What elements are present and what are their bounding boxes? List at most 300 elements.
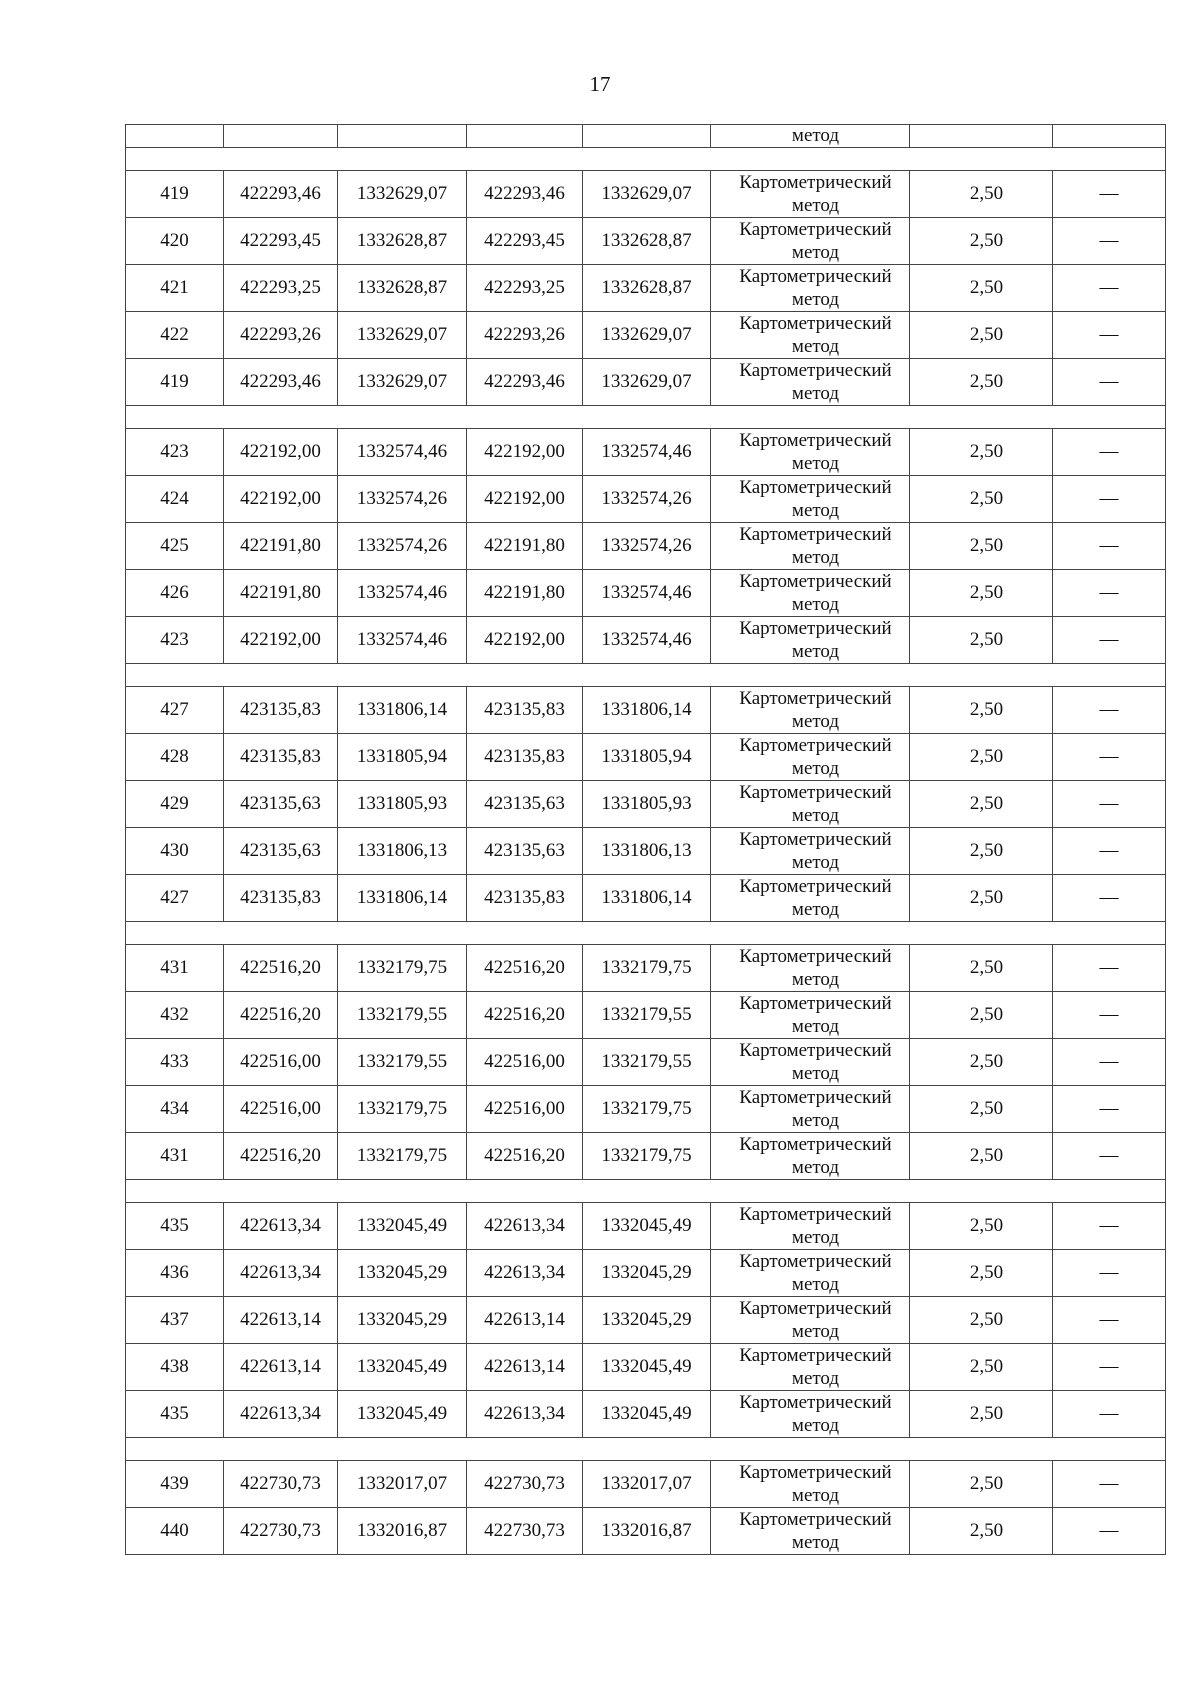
method-cell (711, 1039, 910, 1086)
point-number-cell: 430 (126, 828, 224, 875)
method-cell (711, 171, 910, 218)
table-row (126, 476, 1166, 523)
page-number: 17 (589, 72, 611, 96)
accuracy-cell: 2,50 (910, 1086, 1053, 1133)
y-existing-cell: 1332179,75 (338, 1133, 467, 1180)
point-number-cell: 419 (126, 359, 224, 406)
description-cell: — (1053, 171, 1166, 218)
method-line: метод (791, 1063, 840, 1084)
point-number-cell: 423 (126, 617, 224, 664)
x-new-cell: 422516,20 (467, 1133, 583, 1180)
x-new-cell: 423135,63 (467, 781, 583, 828)
method-line: метод (791, 195, 840, 216)
x-new-cell: 422293,25 (467, 265, 583, 312)
y-new-cell: 1332574,46 (583, 570, 711, 617)
point-number-cell: 431 (126, 945, 224, 992)
x-new-cell: 422293,26 (467, 312, 583, 359)
table-row (126, 1203, 1166, 1250)
table-row (126, 312, 1166, 359)
table-row (126, 781, 1166, 828)
method-line: метод (791, 1368, 840, 1389)
table-row (126, 1297, 1166, 1344)
point-number-cell: 439 (126, 1461, 224, 1508)
x-existing-cell: 423135,63 (224, 828, 338, 875)
description-cell: — (1053, 734, 1166, 781)
accuracy-cell: 2,50 (910, 734, 1053, 781)
accuracy-cell: 2,50 (910, 359, 1053, 406)
method-cell (711, 1297, 910, 1344)
point-number-cell: 419 (126, 171, 224, 218)
method-line: метод (791, 1485, 840, 1506)
x-new-cell: 422192,00 (467, 429, 583, 476)
accuracy-cell: 2,50 (910, 992, 1053, 1039)
method-line: Картометрический (739, 219, 892, 240)
method-line: Картометрический (739, 1392, 892, 1413)
method-line: метод (791, 899, 840, 920)
y-new-cell: 1332179,75 (583, 945, 711, 992)
accuracy-cell: 2,50 (910, 875, 1053, 922)
y-existing-cell: 1332629,07 (338, 171, 467, 218)
y-new-cell: 1332179,75 (583, 1086, 711, 1133)
y-new-cell: 1332179,55 (583, 992, 711, 1039)
y-new-cell: 1332574,46 (583, 429, 711, 476)
x-existing-cell: 422293,46 (224, 359, 338, 406)
x-existing-cell: 422516,20 (224, 1133, 338, 1180)
x-new-cell: 422516,20 (467, 945, 583, 992)
description-cell: — (1053, 312, 1166, 359)
y-new-cell: 1332045,49 (583, 1391, 711, 1438)
y-new-cell: 1332045,49 (583, 1203, 711, 1250)
x-existing-cell: 422516,20 (224, 992, 338, 1039)
method-cell (711, 1391, 910, 1438)
method-line: Картометрический (739, 360, 892, 381)
method-line: метод (791, 1321, 840, 1342)
x-existing-cell: 422730,73 (224, 1508, 338, 1555)
y-existing-cell: 1332629,07 (338, 312, 467, 359)
description-cell: — (1053, 359, 1166, 406)
point-number-cell: 421 (126, 265, 224, 312)
y-new-cell: 1331806,14 (583, 875, 711, 922)
method-cell (711, 570, 910, 617)
y-new-cell: 1332574,26 (583, 476, 711, 523)
x-existing-cell: 422293,25 (224, 265, 338, 312)
method-cell (711, 265, 910, 312)
point-number-cell: 436 (126, 1250, 224, 1297)
point-number-cell: 435 (126, 1391, 224, 1438)
method-line: Картометрический (739, 266, 892, 287)
accuracy-cell: 2,50 (910, 218, 1053, 265)
accuracy-cell: 2,50 (910, 429, 1053, 476)
method-cell (711, 1133, 910, 1180)
method-line: Картометрический (739, 1040, 892, 1061)
method-cell (711, 1344, 910, 1391)
method-line: метод (791, 383, 840, 404)
point-number-cell: 429 (126, 781, 224, 828)
description-cell: — (1053, 523, 1166, 570)
description-cell: — (1053, 218, 1166, 265)
table-row (126, 359, 1166, 406)
accuracy-cell: 2,50 (910, 781, 1053, 828)
method-line: Картометрический (739, 829, 892, 850)
accuracy-cell: 2,50 (910, 687, 1053, 734)
x-existing-cell: 422192,00 (224, 476, 338, 523)
x-new-cell: 422192,00 (467, 476, 583, 523)
x-new-cell: 422293,45 (467, 218, 583, 265)
method-cell (711, 875, 910, 922)
y-new-cell: 1332629,07 (583, 171, 711, 218)
y-existing-cell: 1332574,46 (338, 570, 467, 617)
x-existing-cell: 423135,83 (224, 687, 338, 734)
x-new-cell: 422191,80 (467, 570, 583, 617)
method-line: метод (791, 641, 840, 662)
table-row (126, 523, 1166, 570)
y-existing-cell: 1332574,46 (338, 617, 467, 664)
x-existing-cell: 422192,00 (224, 429, 338, 476)
method-line: Картометрический (739, 782, 892, 803)
x-existing-cell: 422613,14 (224, 1297, 338, 1344)
description-cell: — (1053, 1039, 1166, 1086)
point-number-cell: 431 (126, 1133, 224, 1180)
x-existing-cell: 422191,80 (224, 523, 338, 570)
x-existing-cell: 422516,20 (224, 945, 338, 992)
y-new-cell: 1332016,87 (583, 1508, 711, 1555)
x-existing-cell: 423135,83 (224, 734, 338, 781)
y-new-cell: 1332629,07 (583, 312, 711, 359)
x-new-cell: 422516,00 (467, 1086, 583, 1133)
method-cell (711, 781, 910, 828)
method-line: метод (791, 805, 840, 826)
x-existing-cell: 422293,45 (224, 218, 338, 265)
method-line: Картометрический (739, 172, 892, 193)
description-cell: — (1053, 1203, 1166, 1250)
method-cell (711, 1203, 910, 1250)
table-row (126, 1391, 1166, 1438)
y-existing-cell: 1332628,87 (338, 218, 467, 265)
point-number-cell: 427 (126, 875, 224, 922)
method-cell (711, 359, 910, 406)
y-existing-cell: 1332045,49 (338, 1203, 467, 1250)
point-number-cell: 423 (126, 429, 224, 476)
method-cell (711, 429, 910, 476)
method-line: Картометрический (739, 1134, 892, 1155)
x-new-cell: 422613,14 (467, 1297, 583, 1344)
x-new-cell: 423135,83 (467, 734, 583, 781)
x-existing-cell: 422613,34 (224, 1250, 338, 1297)
table-row (126, 875, 1166, 922)
method-cell (711, 312, 910, 359)
y-existing-cell: 1332045,29 (338, 1297, 467, 1344)
y-existing-cell: 1332628,87 (338, 265, 467, 312)
y-existing-cell: 1331806,14 (338, 875, 467, 922)
description-cell: — (1053, 1086, 1166, 1133)
method-cell (711, 734, 910, 781)
method-line: метод (791, 547, 840, 568)
point-number-cell: 434 (126, 1086, 224, 1133)
point-number-cell: 420 (126, 218, 224, 265)
table-row (126, 265, 1166, 312)
table-row (126, 171, 1166, 218)
y-new-cell: 1332628,87 (583, 265, 711, 312)
method-line: Картометрический (739, 1298, 892, 1319)
method-line: метод (791, 1157, 840, 1178)
description-cell: — (1053, 570, 1166, 617)
method-line: Картометрический (739, 946, 892, 967)
point-number-cell: 432 (126, 992, 224, 1039)
x-new-cell: 422192,00 (467, 617, 583, 664)
x-new-cell: 422613,34 (467, 1250, 583, 1297)
group-separator-row (126, 148, 1166, 171)
description-cell: — (1053, 687, 1166, 734)
table-row (126, 687, 1166, 734)
method-line: метод (791, 1274, 840, 1295)
accuracy-cell: 2,50 (910, 1133, 1053, 1180)
method-line: метод (791, 1227, 840, 1248)
method-cell (711, 1508, 910, 1555)
group-separator-row (126, 664, 1166, 687)
table-body (126, 125, 1166, 1555)
method-line: Картометрический (739, 618, 892, 639)
x-new-cell: 422293,46 (467, 171, 583, 218)
point-number-cell: 440 (126, 1508, 224, 1555)
accuracy-cell: 2,50 (910, 945, 1053, 992)
table-row (126, 1508, 1166, 1555)
x-existing-cell: 422613,34 (224, 1203, 338, 1250)
method-line: Картометрический (739, 993, 892, 1014)
x-new-cell: 423135,63 (467, 828, 583, 875)
y-new-cell: 1332179,55 (583, 1039, 711, 1086)
method-line: метод (791, 1415, 840, 1436)
method-line: метод (791, 336, 840, 357)
method-cell (711, 992, 910, 1039)
group-separator-row (126, 1180, 1166, 1203)
point-number-cell: 426 (126, 570, 224, 617)
method-line: Картометрический (739, 313, 892, 334)
x-new-cell: 423135,83 (467, 687, 583, 734)
method-cell (711, 523, 910, 570)
description-cell: — (1053, 1297, 1166, 1344)
point-number-cell: 427 (126, 687, 224, 734)
description-cell: — (1053, 1461, 1166, 1508)
method-line: метод (791, 1016, 840, 1037)
method-line: метод (791, 1110, 840, 1131)
method-line: метод (791, 594, 840, 615)
method-line: Картометрический (739, 1251, 892, 1272)
table-row (126, 828, 1166, 875)
table-row (126, 570, 1166, 617)
accuracy-cell: 2,50 (910, 312, 1053, 359)
accuracy-cell: 2,50 (910, 1391, 1053, 1438)
method-cell (711, 218, 910, 265)
accuracy-cell: 2,50 (910, 570, 1053, 617)
y-new-cell: 1331806,14 (583, 687, 711, 734)
x-new-cell: 422613,34 (467, 1203, 583, 1250)
method-cell (711, 945, 910, 992)
y-existing-cell: 1332179,55 (338, 992, 467, 1039)
x-existing-cell: 423135,83 (224, 875, 338, 922)
y-existing-cell: 1332016,87 (338, 1508, 467, 1555)
continuation-row (126, 125, 1166, 148)
table-row (126, 1344, 1166, 1391)
method-line: метод (791, 500, 840, 521)
accuracy-cell: 2,50 (910, 617, 1053, 664)
point-number-cell: 428 (126, 734, 224, 781)
y-existing-cell: 1332179,55 (338, 1039, 467, 1086)
table-row (126, 1461, 1166, 1508)
method-line: Картометрический (739, 477, 892, 498)
description-cell: — (1053, 1250, 1166, 1297)
y-existing-cell: 1332179,75 (338, 1086, 467, 1133)
table-row (126, 1250, 1166, 1297)
x-new-cell: 422516,20 (467, 992, 583, 1039)
accuracy-cell: 2,50 (910, 476, 1053, 523)
point-number-cell: 435 (126, 1203, 224, 1250)
method-line: метод (791, 711, 840, 732)
method-line: метод (791, 453, 840, 474)
point-number-cell: 422 (126, 312, 224, 359)
x-existing-cell: 422516,00 (224, 1039, 338, 1086)
method-line: Картометрический (739, 1509, 892, 1530)
x-existing-cell: 423135,63 (224, 781, 338, 828)
method-cell (711, 687, 910, 734)
method-line: Картометрический (739, 1204, 892, 1225)
y-new-cell: 1332628,87 (583, 218, 711, 265)
method-line: Картометрический (739, 876, 892, 897)
x-existing-cell: 422730,73 (224, 1461, 338, 1508)
y-existing-cell: 1332045,49 (338, 1391, 467, 1438)
method-line: метод (791, 289, 840, 310)
y-existing-cell: 1331806,13 (338, 828, 467, 875)
y-new-cell: 1332045,29 (583, 1250, 711, 1297)
x-new-cell: 422191,80 (467, 523, 583, 570)
y-existing-cell: 1332574,26 (338, 476, 467, 523)
table-row (126, 617, 1166, 664)
y-existing-cell: 1332179,75 (338, 945, 467, 992)
method-cell (711, 617, 910, 664)
method-cell (711, 1461, 910, 1508)
accuracy-cell: 2,50 (910, 1508, 1053, 1555)
table-row (126, 992, 1166, 1039)
x-new-cell: 422293,46 (467, 359, 583, 406)
point-number-cell: 425 (126, 523, 224, 570)
y-new-cell: 1332574,46 (583, 617, 711, 664)
table-row (126, 1133, 1166, 1180)
table-row (126, 218, 1166, 265)
description-cell: — (1053, 1133, 1166, 1180)
method-line: Картометрический (739, 524, 892, 545)
coordinates-table (125, 124, 1166, 1555)
method-line: Картометрический (739, 430, 892, 451)
method-line: Картометрический (739, 1462, 892, 1483)
y-new-cell: 1331805,93 (583, 781, 711, 828)
table-row (126, 429, 1166, 476)
group-separator-row (126, 922, 1166, 945)
point-number-cell: 438 (126, 1344, 224, 1391)
accuracy-cell: 2,50 (910, 828, 1053, 875)
table-row (126, 734, 1166, 781)
method-line: метод (791, 242, 840, 263)
method-line: Картометрический (739, 571, 892, 592)
x-new-cell: 422730,73 (467, 1461, 583, 1508)
description-cell: — (1053, 945, 1166, 992)
x-new-cell: 423135,83 (467, 875, 583, 922)
y-new-cell: 1332017,07 (583, 1461, 711, 1508)
description-cell: — (1053, 828, 1166, 875)
y-new-cell: 1332574,26 (583, 523, 711, 570)
x-existing-cell: 422613,14 (224, 1344, 338, 1391)
continuation-method-cell: метод (711, 125, 910, 148)
accuracy-cell: 2,50 (910, 1250, 1053, 1297)
description-cell: — (1053, 1508, 1166, 1555)
method-line: метод (791, 1532, 840, 1553)
method-line: Картометрический (739, 1087, 892, 1108)
x-new-cell: 422613,14 (467, 1344, 583, 1391)
description-cell: — (1053, 992, 1166, 1039)
y-new-cell: 1332045,29 (583, 1297, 711, 1344)
method-line: Картометрический (739, 735, 892, 756)
y-existing-cell: 1332629,07 (338, 359, 467, 406)
method-line: Картометрический (739, 1345, 892, 1366)
point-number-cell: 433 (126, 1039, 224, 1086)
description-cell: — (1053, 476, 1166, 523)
group-separator-row (126, 1438, 1166, 1461)
method-cell (711, 1086, 910, 1133)
point-number-cell: 437 (126, 1297, 224, 1344)
y-existing-cell: 1332017,07 (338, 1461, 467, 1508)
accuracy-cell: 2,50 (910, 1461, 1053, 1508)
y-new-cell: 1331806,13 (583, 828, 711, 875)
method-line: Картометрический (739, 688, 892, 709)
description-cell: — (1053, 617, 1166, 664)
method-line: метод (791, 969, 840, 990)
y-existing-cell: 1332045,49 (338, 1344, 467, 1391)
description-cell: — (1053, 781, 1166, 828)
method-cell (711, 1250, 910, 1297)
group-separator-row (126, 406, 1166, 429)
y-new-cell: 1332629,07 (583, 359, 711, 406)
x-existing-cell: 422293,46 (224, 171, 338, 218)
accuracy-cell: 2,50 (910, 1039, 1053, 1086)
accuracy-cell: 2,50 (910, 523, 1053, 570)
y-existing-cell: 1332574,26 (338, 523, 467, 570)
x-existing-cell: 422516,00 (224, 1086, 338, 1133)
y-new-cell: 1332045,49 (583, 1344, 711, 1391)
table-row (126, 1039, 1166, 1086)
accuracy-cell: 2,50 (910, 265, 1053, 312)
accuracy-cell: 2,50 (910, 1203, 1053, 1250)
x-existing-cell: 422192,00 (224, 617, 338, 664)
description-cell: — (1053, 1344, 1166, 1391)
point-number-cell: 424 (126, 476, 224, 523)
table-row (126, 945, 1166, 992)
y-existing-cell: 1332574,46 (338, 429, 467, 476)
method-line: метод (791, 852, 840, 873)
accuracy-cell: 2,50 (910, 1344, 1053, 1391)
y-new-cell: 1331805,94 (583, 734, 711, 781)
accuracy-cell: 2,50 (910, 171, 1053, 218)
y-new-cell: 1332179,75 (583, 1133, 711, 1180)
method-line: метод (791, 758, 840, 779)
y-existing-cell: 1331805,94 (338, 734, 467, 781)
x-existing-cell: 422191,80 (224, 570, 338, 617)
method-cell (711, 476, 910, 523)
description-cell: — (1053, 875, 1166, 922)
method-cell (711, 828, 910, 875)
x-new-cell: 422516,00 (467, 1039, 583, 1086)
x-existing-cell: 422613,34 (224, 1391, 338, 1438)
x-new-cell: 422613,34 (467, 1391, 583, 1438)
y-existing-cell: 1331805,93 (338, 781, 467, 828)
x-new-cell: 422730,73 (467, 1508, 583, 1555)
